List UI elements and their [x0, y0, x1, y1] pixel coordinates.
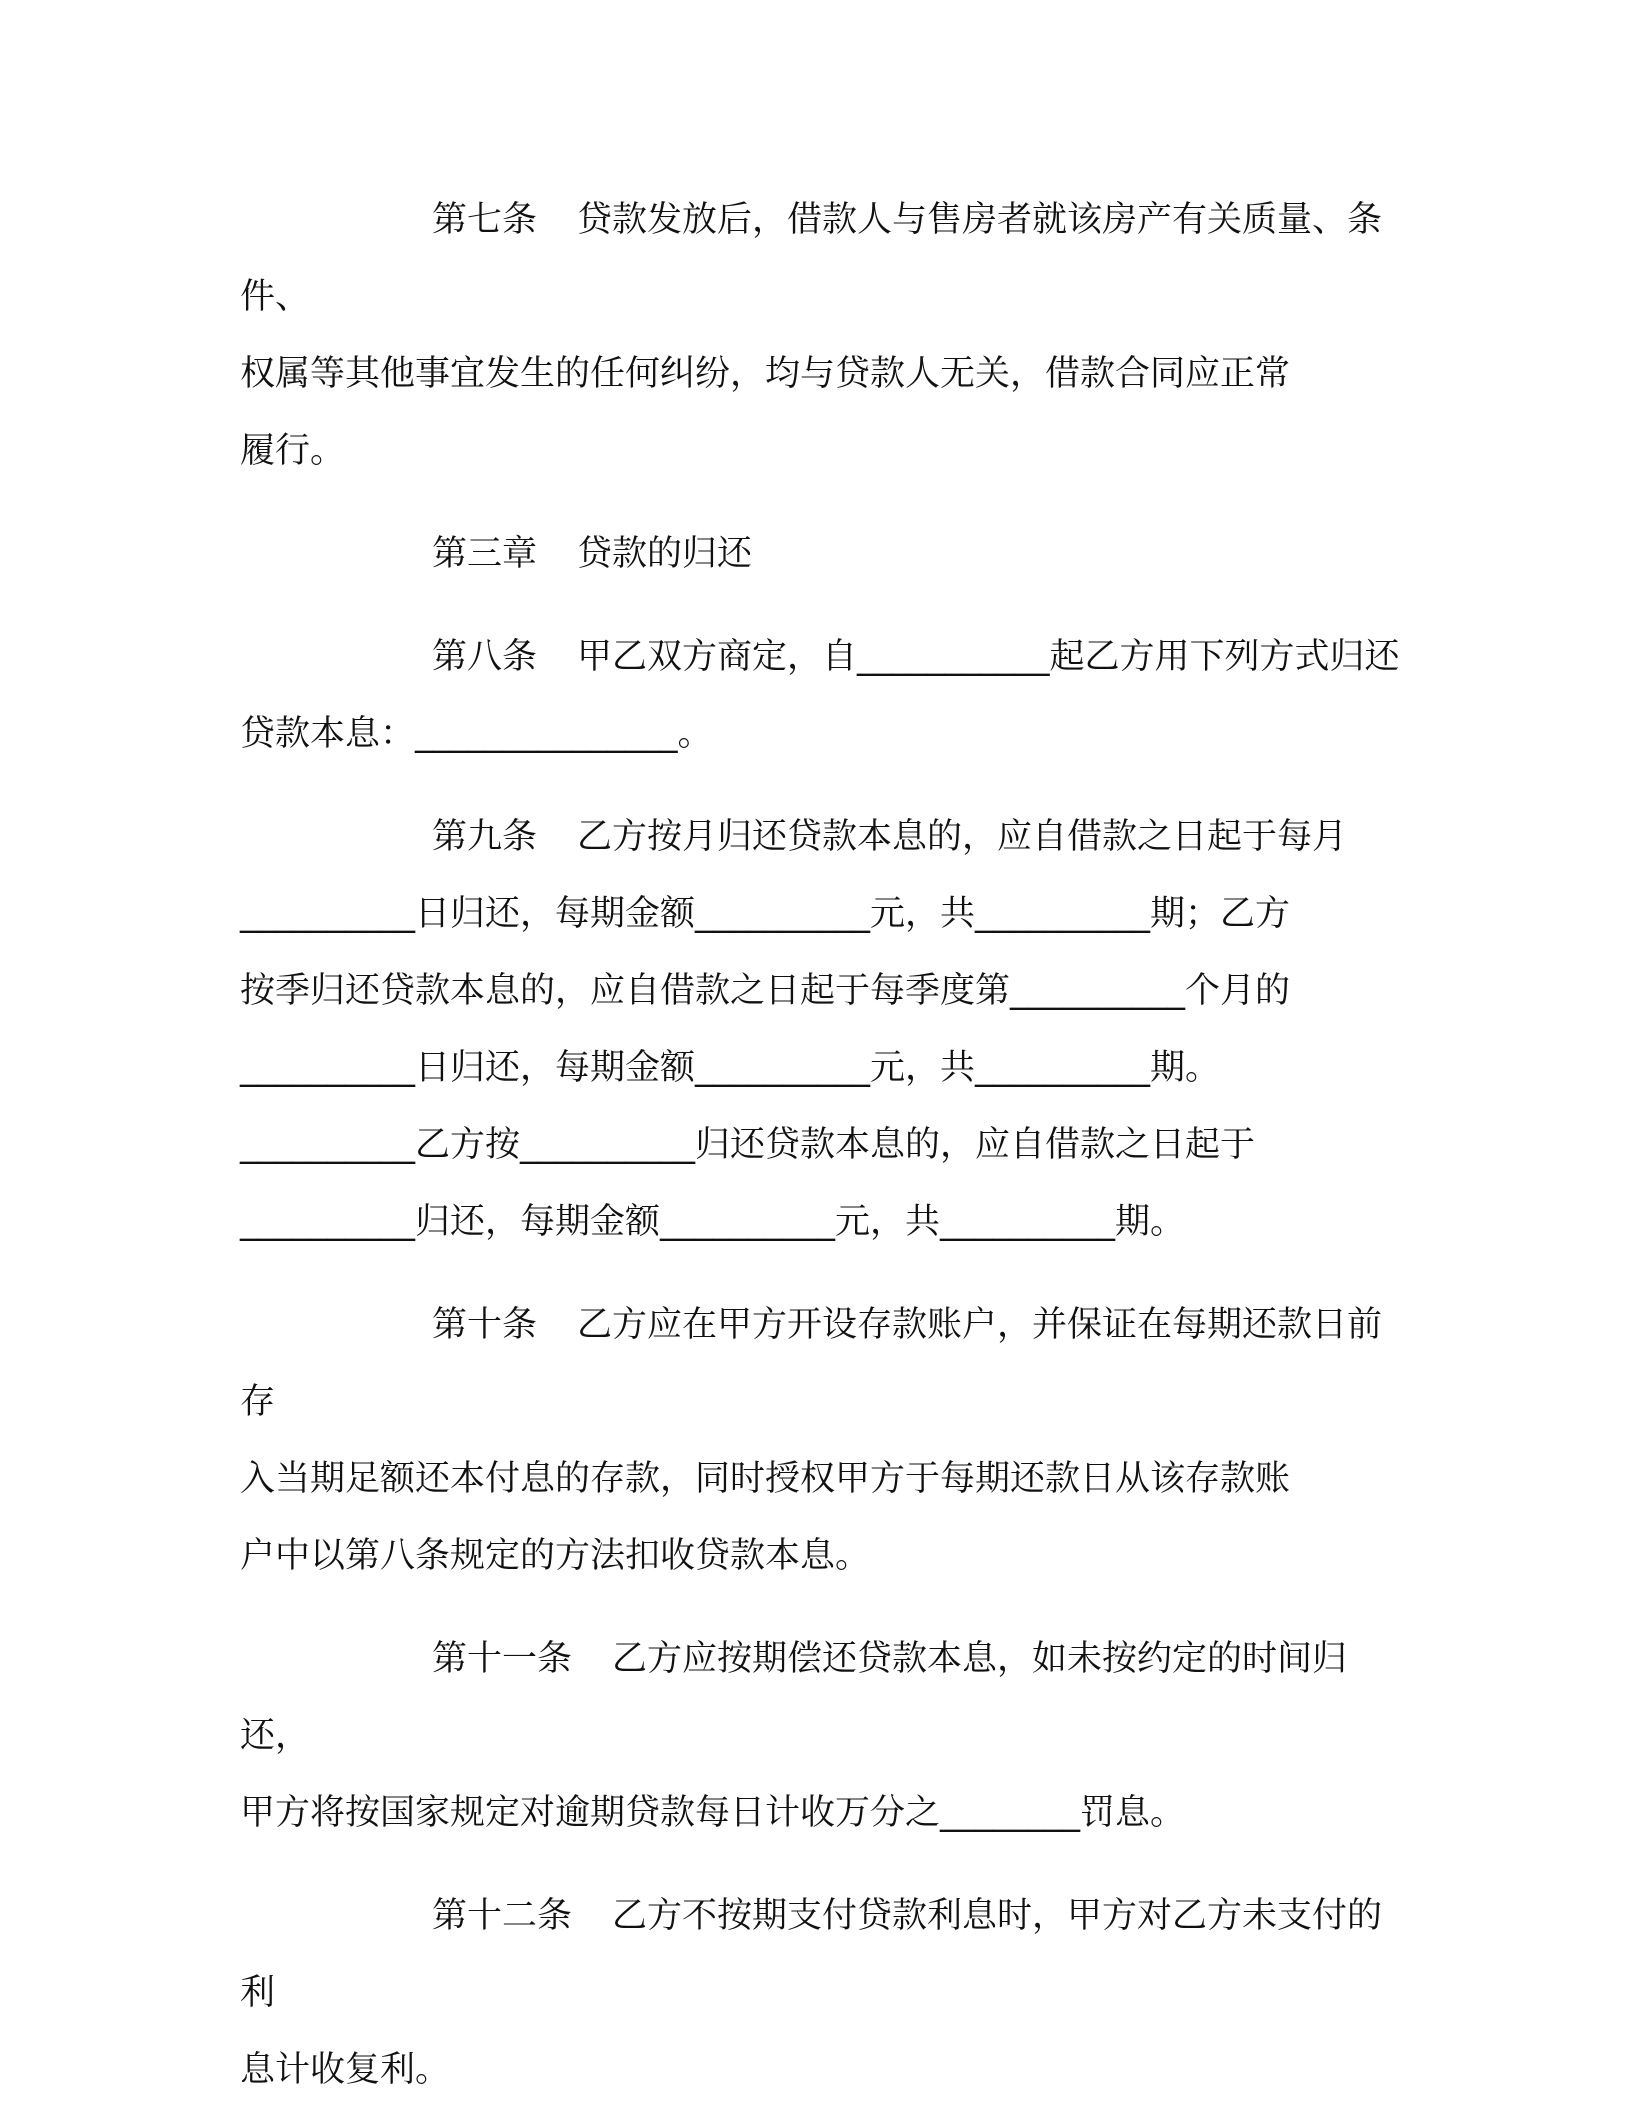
chapter-3-heading — [240, 516, 1400, 593]
article-11 — [240, 1621, 1400, 1852]
paragraph-line — [240, 799, 1400, 876]
paragraph-line — [240, 516, 1400, 593]
paragraph-line: 甲方将按国家规定对逾期贷款每日计收万分之________罚息。 — [240, 1793, 1186, 1833]
line-text: 乙方不按期支付贷款利息时，甲方对乙方未支付的利 — [240, 1896, 1383, 2013]
paragraph-line — [240, 619, 1400, 696]
paragraph-line: 贷款本息：_______________。 — [240, 714, 713, 754]
article-label: 第十二条 — [432, 1896, 573, 1936]
article-9 — [240, 799, 1400, 1261]
paragraph-line — [240, 1287, 1400, 1441]
article-label: 第九条 — [432, 817, 538, 857]
article-8 — [240, 619, 1400, 773]
article-label: 第十一条 — [432, 1639, 573, 1679]
paragraph-line: 入当期足额还本付息的存款，同时授权甲方于每期还款日从该存款账 — [240, 1459, 1291, 1499]
chapter-label: 第三章 — [432, 534, 538, 574]
article-label: 第七条 — [432, 200, 538, 240]
line-text: 贷款发放后，借款人与售房者就该房产有关质量、条件、 — [240, 200, 1383, 317]
line-text: 乙方按月归还贷款本息的，应自借款之日起于每月 — [577, 817, 1348, 857]
line-text: 乙方应在甲方开设存款账户，并保证在每期还款日前存 — [240, 1305, 1383, 1422]
paragraph-line: __________日归还，每期金额__________元，共__________期。 — [240, 1048, 1221, 1088]
paragraph-line: __________乙方按__________归还贷款本息的，应自借款之日起于 — [240, 1125, 1256, 1165]
line-text: 甲乙双方商定，自___________起乙方用下列方式归还 — [577, 637, 1400, 677]
paragraph-line: 息计收复利。 — [240, 2050, 451, 2090]
paragraph-line: 权属等其他事宜发生的任何纠纷，均与贷款人无关，借款合同应正常 — [240, 354, 1291, 394]
paragraph-line: 履行。 — [240, 431, 346, 471]
line-text: 乙方应按期偿还贷款本息，如未按约定的时间归还， — [240, 1639, 1348, 1756]
article-label: 第八条 — [432, 637, 538, 677]
article-12 — [240, 1878, 1400, 2109]
article-label: 第十条 — [432, 1305, 538, 1345]
article-7 — [240, 182, 1400, 490]
paragraph-line: __________归还，每期金额__________元，共__________期。 — [240, 1202, 1186, 1242]
document-body — [240, 182, 1400, 2109]
paragraph-line: 按季归还贷款本息的，应自借款之日起于每季度第__________个月的 — [240, 971, 1291, 1011]
paragraph-line: 户中以第八条规定的方法扣收贷款本息。 — [240, 1536, 871, 1576]
article-10 — [240, 1287, 1400, 1595]
chapter-title: 贷款的归还 — [577, 534, 753, 574]
paragraph-line — [240, 182, 1400, 336]
paragraph-line — [240, 1878, 1400, 2032]
paragraph-line: __________日归还，每期金额__________元，共__________期；乙方 — [240, 894, 1291, 934]
paragraph-line — [240, 1621, 1400, 1775]
